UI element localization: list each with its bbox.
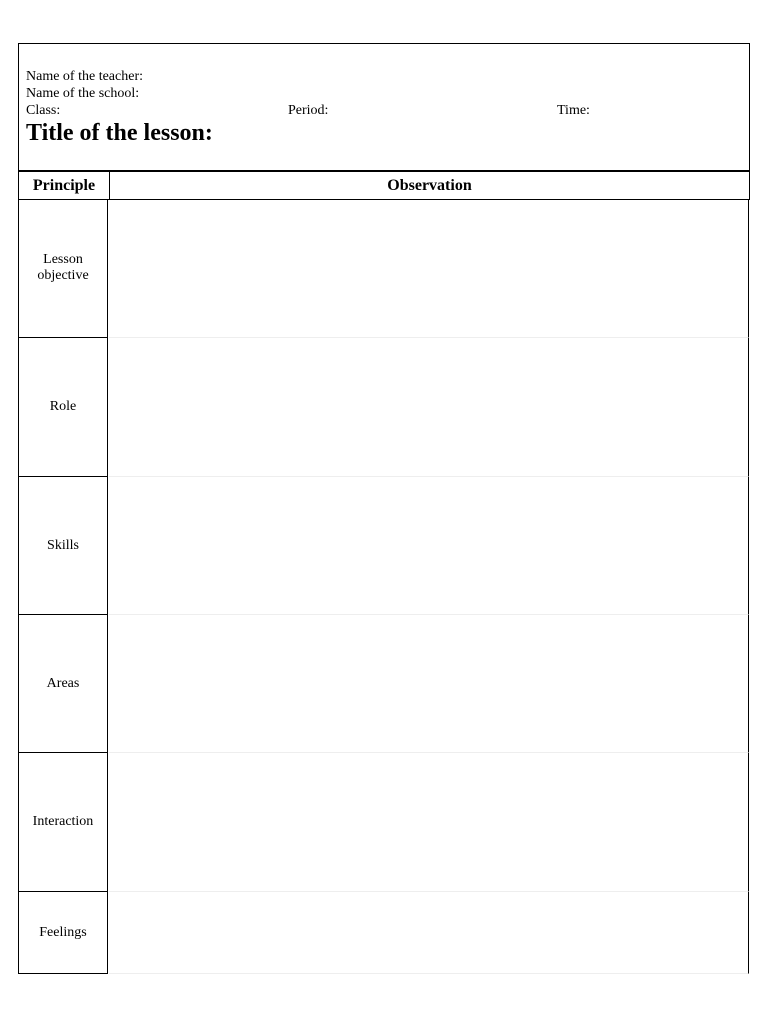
table-row-interaction [18, 753, 750, 892]
observation-cell[interactable] [109, 892, 749, 974]
principle-cell: Interaction [18, 753, 108, 892]
observation-column-header: Observation [387, 177, 472, 194]
table-row-areas [18, 615, 750, 753]
teacher-name-label: Name of the teacher: [26, 69, 143, 84]
class-label: Class: [26, 103, 61, 118]
table-row-role [18, 338, 750, 477]
table-row-skills [18, 477, 750, 615]
observation-cell[interactable] [109, 615, 749, 753]
observation-cell[interactable] [109, 338, 749, 477]
observation-cell[interactable] [109, 199, 749, 338]
form-header [18, 43, 750, 171]
principle-cell: Skills [18, 477, 108, 615]
observation-form [18, 43, 750, 974]
principle-column-header: Principle [19, 172, 110, 199]
table-header-row [18, 170, 750, 200]
school-name-label: Name of the school: [26, 86, 140, 101]
period-label: Period: [288, 103, 329, 118]
observation-cell[interactable] [109, 753, 749, 892]
time-label: Time: [557, 103, 590, 118]
table-row-feelings [18, 892, 750, 974]
principle-cell: Areas [18, 615, 108, 753]
principle-cell: Role [18, 338, 108, 477]
principle-cell: Lesson objective [18, 199, 108, 338]
principle-cell: Feelings [18, 892, 108, 974]
lesson-title-label: Title of the lesson: [26, 120, 213, 146]
observation-cell[interactable] [109, 477, 749, 615]
table-row-lesson-objective [18, 199, 750, 338]
